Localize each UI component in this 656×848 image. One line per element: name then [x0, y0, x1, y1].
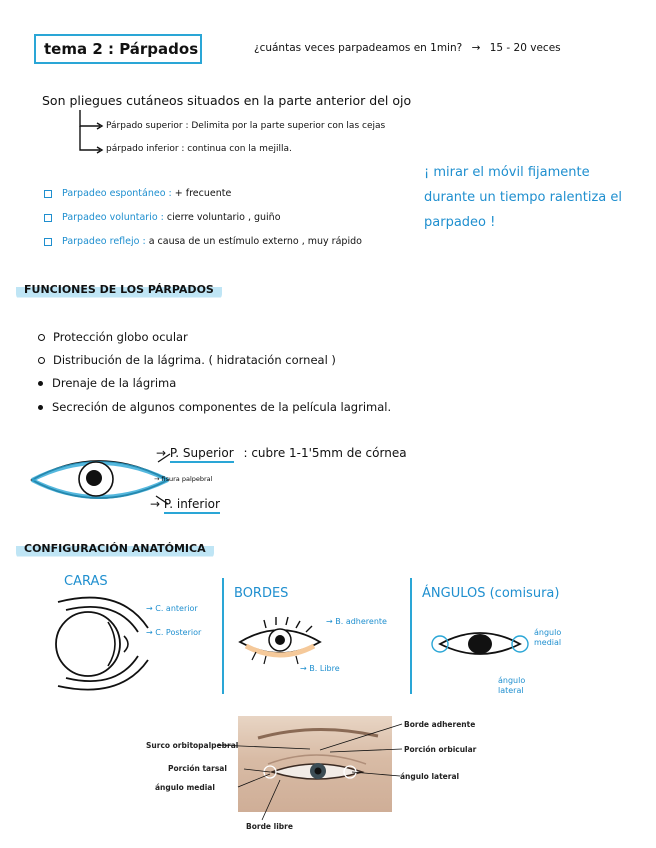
blink-type-reflex — [44, 236, 362, 247]
blink-type-value: a causa de un estímulo externo , muy rápido — [148, 236, 362, 247]
function-item — [38, 400, 391, 414]
arrow-right-icon: → — [146, 604, 156, 613]
column-divider — [410, 578, 412, 694]
angulos-title: ÁNGULOS (comisura) — [422, 586, 560, 601]
blink-type-value: + frecuente — [174, 188, 232, 199]
function-item-text: Drenaje de la lágrima — [52, 376, 177, 390]
functions-heading: FUNCIONES DE LOS PÁRPADOS — [16, 280, 222, 300]
column-divider — [222, 578, 224, 694]
photo-label-borde-libre: Borde libre — [246, 822, 293, 831]
circle-bullet-icon — [38, 334, 45, 341]
tip-note: ¡ mirar el móvil fijamente durante un tiempo ralentiza el parpadeo ! — [424, 165, 622, 230]
fissure-label — [154, 475, 212, 483]
circle-bullet-icon — [38, 357, 45, 364]
function-item-text: Protección globo ocular — [53, 330, 188, 344]
superior-label: P. Superior — [170, 446, 234, 463]
dot-bullet-icon — [38, 405, 43, 410]
blink-type-label: Parpadeo espontáneo : — [62, 188, 172, 199]
arrow-right-icon: → — [471, 42, 481, 54]
anatomy-heading: CONFIGURACIÓN ANATÓMICA — [16, 539, 214, 559]
cara-anterior-label — [146, 604, 198, 613]
inferior-label: P. inferior — [164, 497, 220, 514]
angulos-eye-diagram — [430, 618, 530, 668]
blink-answer: 15 - 20 veces — [489, 42, 561, 54]
square-bullet-icon — [44, 190, 52, 198]
function-item — [38, 353, 336, 367]
blink-question-text: ¿cuántas veces parpadeamos en 1min? — [254, 42, 463, 54]
function-item-text: Secreción de algunos componentes de la película lagrimal. — [52, 400, 392, 414]
arrow-right-icon: → — [146, 628, 156, 637]
arrow-right-icon: → — [156, 446, 170, 460]
page-title: tema 2 : Párpados — [34, 34, 202, 64]
cara-posterior-text: C. Posterior — [155, 628, 202, 637]
inferior-eyelid-text: párpado inferior : continua con la mejilla. — [106, 144, 292, 154]
superior-label-row — [156, 446, 407, 460]
borde-adherente-text: B. adherente — [335, 617, 387, 626]
blink-type-spontaneous — [44, 188, 231, 199]
blink-type-label: Parpadeo reflejo : — [62, 236, 146, 247]
caras-diagram — [40, 590, 160, 695]
fissure-text: fisura palpebral — [161, 475, 213, 483]
photo-label-angulo-medial: ángulo medial — [155, 783, 215, 792]
superior-eyelid-text: Párpado superior : Delimita por la parte superior con las cejas — [106, 121, 386, 131]
cara-anterior-text: C. anterior — [155, 604, 198, 613]
arrow-right-icon: → — [150, 497, 164, 511]
borde-libre-label — [300, 664, 340, 673]
borde-adherente-label — [326, 617, 387, 626]
square-bullet-icon — [44, 238, 52, 246]
function-item — [38, 376, 176, 390]
borde-libre-text: B. Libre — [309, 664, 340, 673]
cara-posterior-label — [146, 628, 201, 637]
photo-label-surco: Surco orbitopalpebral — [146, 741, 239, 750]
square-bullet-icon — [44, 214, 52, 222]
photo-label-angulo-lateral: ángulo lateral — [400, 772, 460, 781]
branch-arrows-icon — [76, 110, 106, 156]
angulo-lateral-label: ángulo lateral — [498, 676, 526, 695]
blink-type-value: cierre voluntario , guiño — [166, 212, 281, 223]
blink-type-label: Parpadeo voluntario : — [62, 212, 164, 223]
arrow-right-icon: → — [154, 475, 162, 483]
photo-label-borde-adherente: Borde adherente — [404, 720, 476, 729]
superior-desc: : cubre 1-1'5mm de córnea — [243, 446, 407, 460]
arrow-right-icon: → — [300, 664, 310, 673]
blink-question — [254, 42, 561, 54]
bordes-title: BORDES — [234, 586, 289, 601]
angulo-medial-label: ángulo medial — [534, 628, 562, 647]
photo-label-porcion-tarsal: Porción tarsal — [168, 764, 227, 773]
dot-bullet-icon — [38, 381, 43, 386]
blink-type-voluntary — [44, 212, 281, 223]
definition-text: Son pliegues cutáneos situados en la parte anterior del ojo — [42, 93, 412, 108]
arrow-right-icon: → — [326, 617, 336, 626]
photo-leader-lines — [200, 716, 410, 826]
function-item-text: Distribución de la lágrima. ( hidratación corneal ) — [53, 353, 336, 367]
function-item — [38, 330, 188, 344]
inferior-label-row — [150, 497, 220, 511]
caras-title: CARAS — [64, 574, 108, 589]
bordes-eye-diagram — [236, 616, 326, 666]
photo-label-porcion-orbicular: Porción orbicular — [404, 745, 477, 754]
